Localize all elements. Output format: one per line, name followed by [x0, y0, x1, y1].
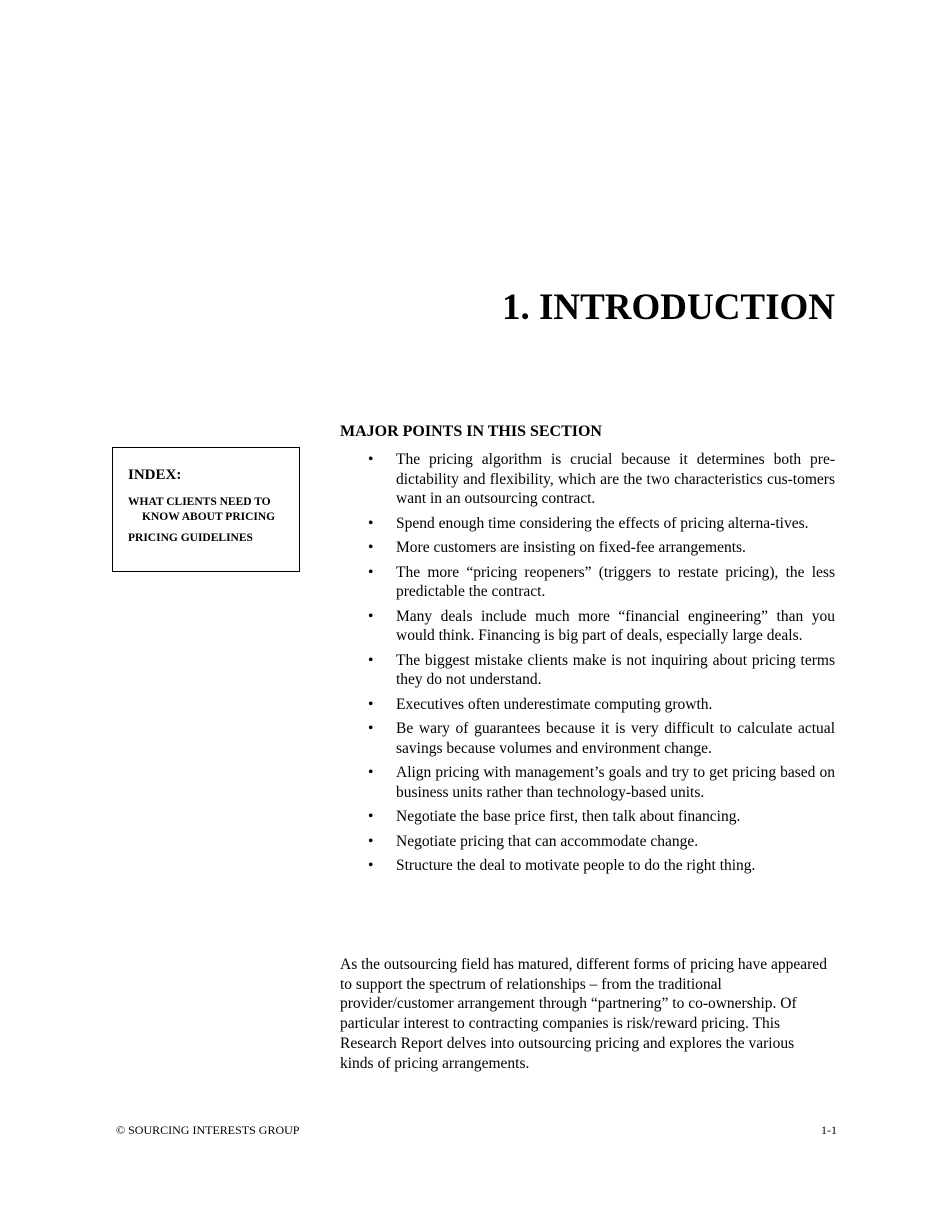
list-item-text: Executives often underestimate computing growth. — [396, 695, 713, 713]
index-heading: INDEX: — [128, 467, 182, 483]
list-item — [340, 695, 835, 715]
bullet-icon: • — [368, 607, 374, 625]
list-item — [340, 538, 835, 558]
index-item-what-clients-need: WHAT CLIENTS NEED TO KNOW ABOUT PRICING — [128, 496, 276, 523]
list-item-text: Be wary of guarantees because it is very difficult to calculate actual savings because volumes and environment change. — [396, 720, 835, 757]
list-item — [340, 807, 835, 827]
bullet-icon: • — [368, 808, 374, 825]
list-item — [340, 856, 835, 876]
list-item — [340, 607, 835, 646]
list-item — [340, 651, 835, 690]
major-points-heading: MAJOR POINTS IN THIS SECTION — [340, 423, 602, 440]
list-item-text: Spend enough time considering the effects of pricing alterna-tives. — [396, 514, 809, 532]
list-item-text: More customers are insisting on fixed-fee arrangements. — [396, 539, 746, 556]
major-points-list — [340, 450, 835, 881]
list-item-text: Negotiate pricing that can accommodate change. — [396, 832, 699, 850]
bullet-icon: • — [368, 720, 374, 737]
bullet-icon: • — [368, 539, 374, 556]
list-item-text: Negotiate the base price first, then talk about financing. — [396, 808, 741, 825]
list-item-text: Many deals include much more “financial engineering” than you would think. Financing is big part of deals, especially large deals. — [396, 607, 835, 644]
bullet-icon: • — [368, 563, 374, 581]
bullet-icon: • — [368, 514, 374, 532]
bullet-icon: • — [368, 857, 374, 874]
page-title: 1. INTRODUCTION — [501, 287, 835, 328]
bullet-icon: • — [368, 832, 374, 850]
list-item-text: The pricing algorithm is crucial because it determines both pre-dictability and flexibility, which are the two characteristics cus-tomers want in an outsourcing contract. — [396, 451, 835, 507]
index-box — [112, 447, 300, 572]
list-item-text: Align pricing with management’s goals and try to get pricing based on business units rather than technology-based units. — [396, 764, 835, 801]
intro-paragraph: As the outsourcing field has matured, different forms of pricing have appeared to support the spectrum of relationships – from the traditional provider/customer arrangement through “partnering” to co-ownership. Of particular interest to contracting companies is risk/reward pricing. This Research Report delves into outsourcing pricing and explores the various kinds of pricing arrangements. — [340, 956, 827, 1072]
list-item-text: The biggest mistake clients make is not inquiring about pricing terms they do not understand. — [396, 651, 835, 688]
list-item — [340, 563, 835, 602]
bullet-icon: • — [368, 695, 374, 713]
list-item — [340, 450, 835, 509]
list-item — [340, 763, 835, 802]
footer-copyright: © SOURCING INTERESTS GROUP — [116, 1123, 300, 1137]
list-item — [340, 719, 835, 758]
bullet-icon: • — [368, 764, 374, 781]
list-item — [340, 832, 835, 852]
bullet-icon: • — [368, 651, 374, 669]
page-number: 1-1 — [821, 1123, 837, 1137]
index-item-pricing-guidelines: PRICING GUIDELINES — [128, 532, 253, 544]
list-item-text: The more “pricing reopeners” (triggers to restate pricing), the less predictable the contract. — [396, 563, 835, 600]
bullet-icon: • — [368, 451, 374, 468]
list-item — [340, 514, 835, 534]
list-item-text: Structure the deal to motivate people to do the right thing. — [396, 857, 756, 874]
